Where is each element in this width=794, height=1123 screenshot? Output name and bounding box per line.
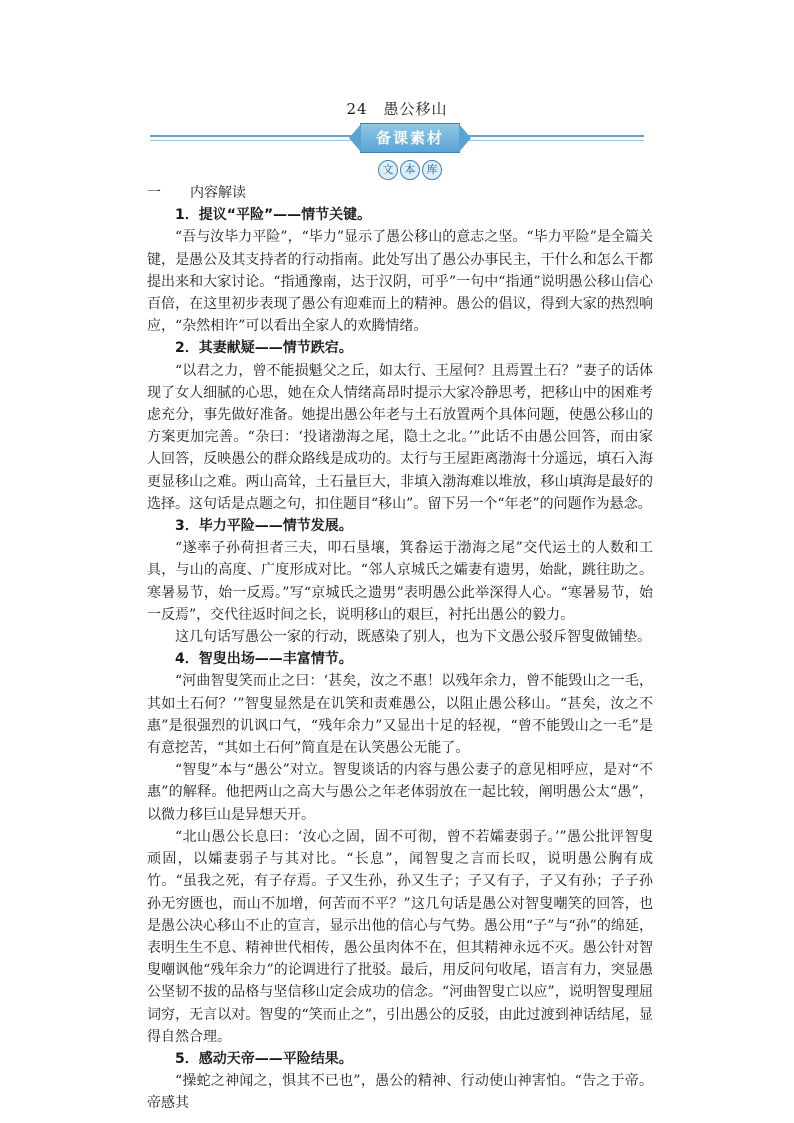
subheading: 3．毕力平险——情节发展。 [175, 518, 353, 535]
subheading: 4．智叟出场——丰富情节。 [175, 651, 353, 668]
chapter-title: 24 愚公移山 [346, 100, 448, 118]
banner-label: 备课素材 [360, 123, 460, 153]
section-heading [147, 182, 653, 204]
paragraph: “吾与汝毕力平险”，“毕力”显示了愚公移山的意志之坚。“毕力平险”是全篇关键，是愚公及其支持者的行动指南。此处写出了愚公办事民主，干什么和怎么干都提出来和大家讨论。“指通豫南，达于汉阴，可乎”一句中“指通”说明愚公移山信心百倍，在这里初步表现了愚公有迎难而上的精神。愚公的倡议，得到大家的热烈响应，“杂然相许”可以看出全家人的欢腾情绪。 [147, 229, 653, 335]
subheading: 1．提议“平险”——情节关键。 [175, 207, 372, 224]
text-library-badge [378, 160, 442, 180]
subheading: 2．其妻献疑——情节跌宕。 [175, 340, 353, 357]
paragraph: “智叟”本与“愚公”对立。智叟谈话的内容与愚公妻子的意见相呼应，是对“不惠”的解释。他把两山之高大与愚公之年老体弱放在一起比较，阐明愚公太“愚”，以微力移巨山是异想天开。 [147, 762, 653, 823]
paragraph: “北山愚公长息曰：‘汝心之固，固不可彻，曾不若孀妻弱子。’”愚公批评智叟顽固，以孀妻弱子与其对比。“长息”，闻智叟之言而长叹，说明愚公胸有成竹。“虽我之死，有子存焉。子又生孙，孙又生子；子又有子，子又有孙；子子孙孙无穷匮也，而山不加增，何苦而不平？”这几句话是愚公对智叟嘲笑的回答，也是愚公决心移山不止的宣言，显示出他的信心与气势。愚公用“子”与“孙”的绵延，表明生生不息、精神世代相传，愚公虽肉体不在，但其精神永远不灭。愚公针对智叟嘲讽他“残年余力”的论调进行了批驳。最后，用反问句收尾，语言有力，突显愚公坚韧不拔的品格与坚信移山定会成功的信念。“河曲智叟亡以应”，说明智叟理屈词穷，无言以对。智叟的“笑而止之”，引出愚公的反驳，由此过渡到神话结尾，显得自然合理。 [147, 828, 653, 1045]
badge-char: 库 [422, 160, 442, 180]
content-body [147, 182, 653, 1115]
paragraph: “河曲智叟笑而止之曰：‘甚矣，汝之不惠！以残年余力，曾不能毁山之一毛，其如土石何？’”智叟显然是在讥笑和责难愚公，以阻止愚公移山。“甚矣，汝之不惠”是很强烈的讥讽口气，“残年余力”又显出十足的轻视，“曾不能毁山之一毛”是有意挖苦，“其如土石何”简直是在认笑愚公无能了。 [147, 673, 653, 757]
section-number: 一 [147, 185, 161, 201]
badge-char: 文 [378, 160, 398, 180]
badge-char: 本 [400, 160, 420, 180]
paragraph: “以君之力，曾不能损魁父之丘，如太行、王屋何？且焉置土石？”妻子的话体现了女人细腻的心思，她在众人情绪高昂时提示大家冷静思考，把移山中的困难考虑充分，事先做好准备。她提出愚公年老与土石放置两个具体问题，使愚公移山的方案更加完善。“杂曰：‘投诸渤海之尾，隐土之北。’”此话不由愚公回答，而由家人回答，反映愚公的群众路线是成功的。太行与王屋距离渤海十分遥远，填石入海更显移山之难。两山高耸，土石量巨大，非填入渤海难以堆放，移山填海是最好的选择。这句话是点题之句，扣住题目“移山”。留下另一个“年老”的问题作为悬念。 [147, 362, 653, 512]
paragraph: “遂率子孙荷担者三夫，叩石垦壤，箕畚运于渤海之尾”交代运土的人数和工具，与山的高度、广度形成对比。“邻人京城氏之孀妻有遗男，始龀，跳往助之。寒暑易节，始一反焉。”写“京城氏之遗男”表明愚公此举深得人心。“寒暑易节，始一反焉”，交代往返时间之长，说明移山的艰巨，衬托出愚公的毅力。 [147, 540, 653, 623]
paragraph: “操蛇之神闻之，惧其不已也”，愚公的精神、行动使山神害怕。“告之于帝。帝感其 [147, 1073, 653, 1112]
subheading: 5．感动天帝——平险结果。 [175, 1050, 353, 1067]
paragraph: 这几句话写愚公一家的行动，既感染了别人，也为下文愚公驳斥智叟做铺垫。 [175, 629, 651, 646]
section-title: 内容解读 [190, 185, 246, 201]
section-banner [150, 120, 644, 156]
